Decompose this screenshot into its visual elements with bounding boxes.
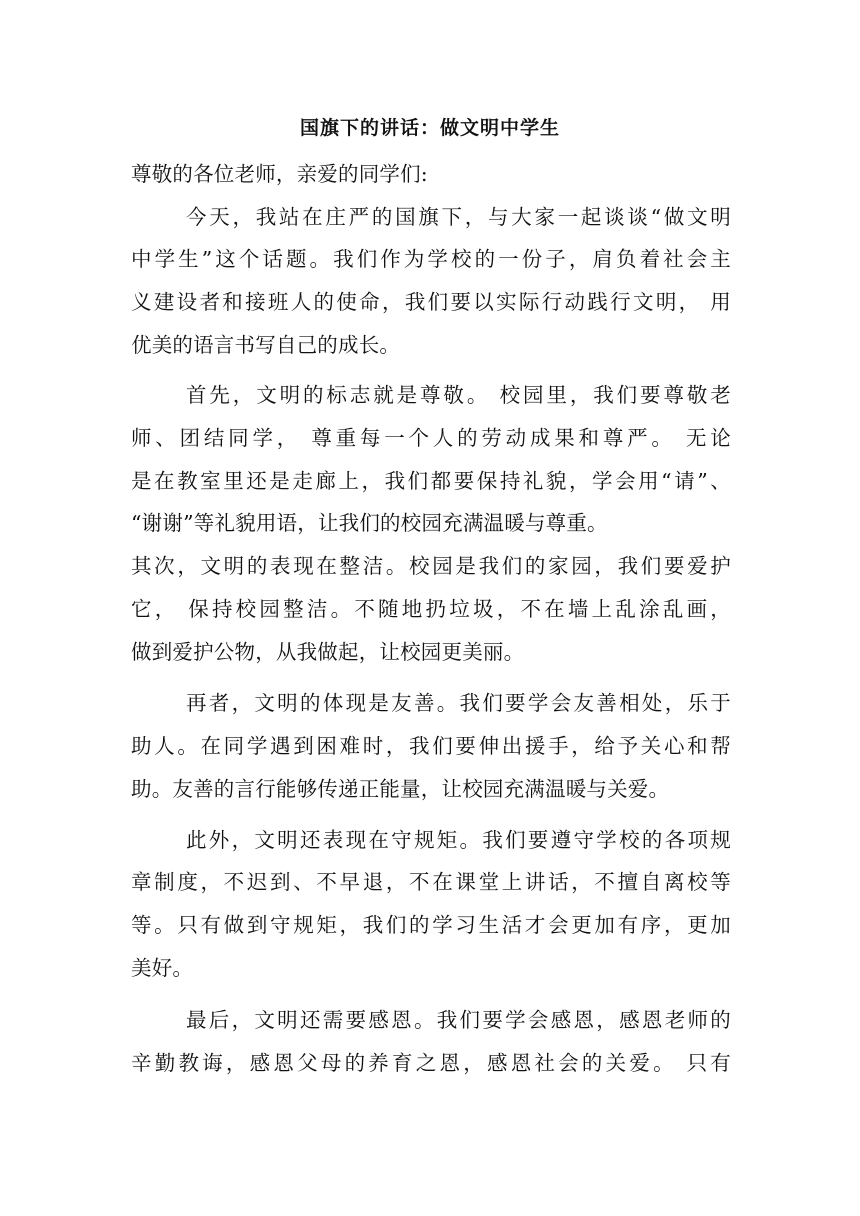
paragraph-6-line-2: 辛勤教诲，感恩父母的养育之恩，感恩社会的关爱。 只有 (131, 1051, 731, 1075)
document-title: 国旗下的讲话：做文明中学生 (299, 117, 560, 139)
paragraph-4-line-3: 助。友善的言行能够传递正能量，让校园充满温暖与关爱。 (131, 777, 670, 801)
paragraph-2-line-1: 首先，文明的标志就是尊敬。 校园里，我们要尊敬老 (186, 383, 731, 407)
paragraph-6-line-1: 最后，文明还需要感恩。我们要学会感恩，感恩老师的 (186, 1008, 731, 1032)
paragraph-1-line-1: 今天，我站在庄严的国旗下，与大家一起谈谈“做文明 (186, 205, 731, 229)
paragraph-4-line-1: 再者，文明的体现是友善。我们要学会友善相处，乐于 (186, 691, 731, 715)
paragraph-1-line-4: 优美的语言书写自己的成长。 (131, 333, 401, 357)
paragraph-3-line-2: 它， 保持校园整洁。不随地扔垃圾，不在墙上乱涂乱画， (131, 597, 731, 621)
paragraph-2-line-4: “谢谢”等礼貌用语，让我们的校园充满温暖与尊重。 (131, 511, 608, 535)
paragraph-5-line-4: 美好。 (131, 956, 194, 980)
paragraph-2-line-2: 师、团结同学， 尊重每一个人的劳动成果和尊严。 无论 (131, 426, 731, 450)
paragraph-2-line-3: 是在教室里还是走廊上，我们都要保持礼貌，学会用“请”、 (131, 469, 731, 493)
paragraph-1-line-3: 义建设者和接班人的使命，我们要以实际行动践行文明， 用 (131, 290, 731, 314)
paragraph-4-line-2: 助人。在同学遇到困难时，我们要伸出援手，给予关心和帮 (131, 734, 731, 758)
paragraph-5-line-2: 章制度，不迟到、不早退，不在课堂上讲话，不擅自离校等 (131, 870, 731, 894)
paragraph-5-line-3: 等。只有做到守规矩，我们的学习生活才会更加有序，更加 (131, 913, 731, 937)
paragraph-1-line-2: 中学生”这个话题。我们作为学校的一份子，肩负着社会主 (131, 247, 731, 271)
salutation-line: 尊敬的各位老师，亲爱的同学们: (131, 162, 428, 186)
paragraph-3-line-3: 做到爱护公物，从我做起，让校园更美丽。 (131, 640, 525, 664)
paragraph-3-line-1: 其次，文明的表现在整洁。校园是我们的家园，我们要爱护 (131, 554, 731, 578)
paragraph-5-line-1: 此外，文明还表现在守规矩。我们要遵守学校的各项规 (186, 828, 731, 852)
